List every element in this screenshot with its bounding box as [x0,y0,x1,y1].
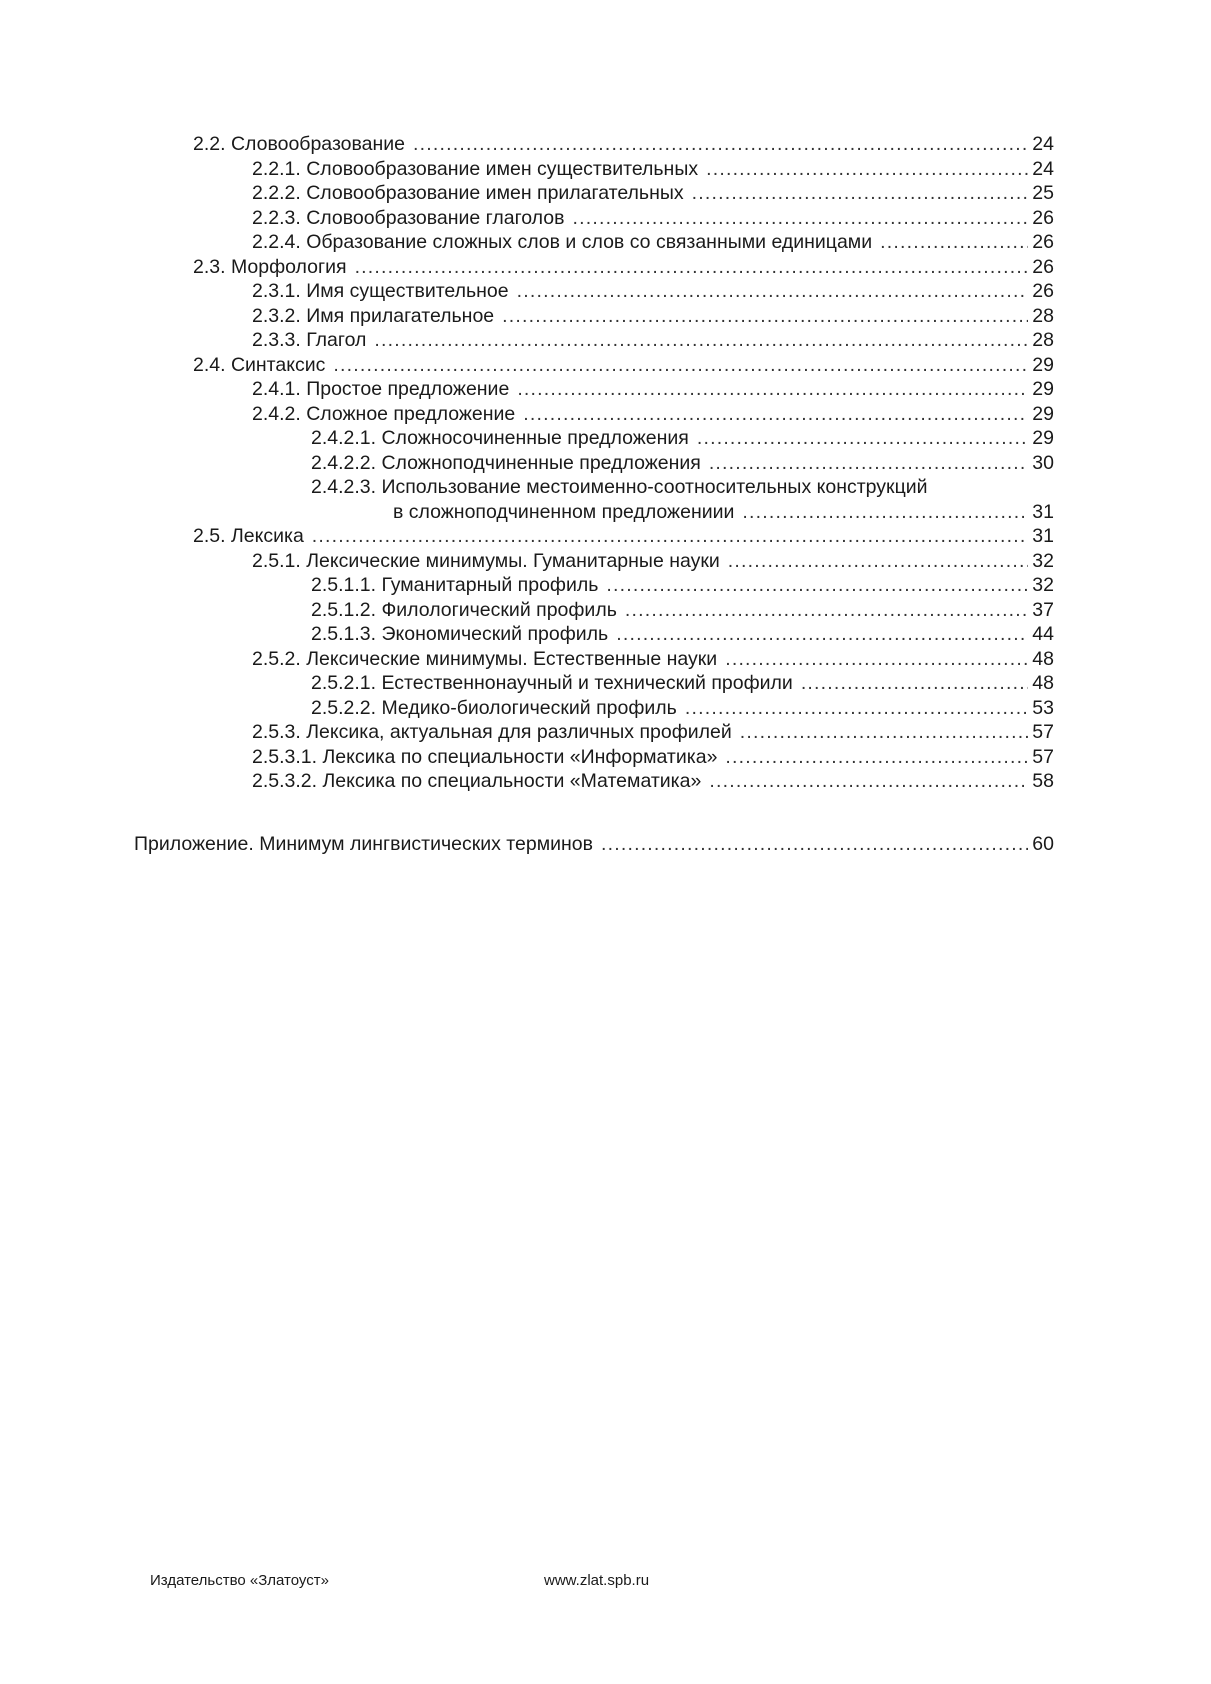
toc-entry-title: 2.3.2. Имя прилагательное [252,304,495,327]
toc-entry-page: 25 [1032,182,1054,204]
dot-leader [706,157,1028,182]
dot-leader [601,832,1028,857]
dot-leader [728,549,1029,574]
toc-entry-page: 28 [1032,329,1054,351]
toc-entry-title: 2.2. Словообразование [193,133,405,155]
toc-entry-title: 2.5.2.1. Естественнонаучный и технический профили [311,672,793,694]
dot-leader [374,328,1028,353]
toc-entry-title: 2.2.3. Словообразование глаголов [252,206,565,229]
toc-entry-title: 2.4.2.3. Использование местоименно-соотносительных конструкций [311,476,928,498]
toc-entry[interactable] [252,745,1054,770]
dot-leader [725,745,1028,770]
dot-leader [517,377,1028,402]
toc-entry-title: 2.3.1. Имя существительное [252,280,509,302]
toc-entry[interactable] [311,696,1054,721]
toc-entry-page: 31 [1032,525,1054,547]
toc-entry-title: 2.3.3. Глагол [252,329,367,351]
toc-entry-title: 2.5. Лексика [193,525,304,547]
toc-entry[interactable] [311,598,1054,623]
toc-entry-page: 57 [1032,745,1054,768]
toc-entry-title: в сложноподчиненном предложениии [393,500,735,523]
dot-leader [697,426,1028,451]
toc-entry-continuation[interactable] [393,500,1054,525]
toc-entry[interactable] [252,279,1054,304]
dot-leader [692,181,1029,206]
toc-entry-title: 2.5.2.2. Медико-биологический профиль [311,696,677,719]
toc-entry[interactable] [311,622,1054,647]
toc-entry-page: 24 [1032,133,1054,155]
toc-entry[interactable] [311,426,1054,451]
toc-entry-title: 2.4.1. Простое предложение [252,378,510,400]
dot-leader [606,573,1028,598]
toc-entry-page: 44 [1032,623,1054,645]
toc-entry[interactable] [252,230,1054,255]
toc-entry[interactable] [193,255,1054,280]
toc-entry-page: 26 [1032,255,1054,278]
dot-leader [709,451,1028,476]
toc-entry[interactable] [252,769,1054,794]
toc-entry-page: 29 [1032,353,1054,376]
toc-entry-page: 29 [1032,378,1054,400]
toc-entry-title: 2.5.2. Лексические минимумы. Естественные науки [252,647,718,670]
toc-entry[interactable] [193,132,1054,157]
toc-entry-page: 30 [1032,451,1054,474]
toc-entry-title: 2.2.4. Образование сложных слов и слов со связанными единицами [252,231,873,253]
toc-entry-page: 26 [1032,280,1054,302]
toc-entry-page: 26 [1032,206,1054,229]
toc-entry[interactable] [252,549,1054,574]
toc-entry[interactable] [193,524,1054,549]
toc-entry[interactable] [193,353,1054,378]
dot-leader [625,598,1028,623]
toc-entry-page: 29 [1032,427,1054,449]
toc-entry-page: 28 [1032,304,1054,327]
toc-entry[interactable] [252,181,1054,206]
toc-entry[interactable] [311,671,1054,696]
toc-entry-page: 32 [1032,574,1054,596]
toc-entry-page: 48 [1032,672,1054,694]
toc-entry-page: 31 [1032,500,1054,523]
toc-entry-page: 60 [1032,833,1054,855]
toc-entry[interactable] [252,647,1054,672]
footer-publisher: Издательство «Златоуст» [150,1572,329,1589]
dot-leader [573,206,1029,231]
dot-leader [616,622,1028,647]
toc-entry-title: 2.5.1.2. Филологический профиль [311,598,617,621]
toc-entry-page: 26 [1032,231,1054,253]
toc-entry-title: 2.5.3.1. Лексика по специальности «Информатика» [252,745,718,768]
toc-entry-title: 2.4.2. Сложное предложение [252,402,516,425]
toc-entry-title: Приложение. Минимум лингвистических терминов [134,833,593,855]
footer-website[interactable]: www.zlat.spb.ru [544,1572,650,1589]
toc-entry-page: 37 [1032,598,1054,621]
toc-entry[interactable] [311,451,1054,476]
toc-entry-title: 2.2.2. Словообразование имен прилагательных [252,182,684,204]
toc-entry[interactable] [252,157,1054,182]
toc-entry[interactable] [252,206,1054,231]
toc-entry-page: 48 [1032,647,1054,670]
dot-leader [517,279,1029,304]
dot-leader [523,402,1028,427]
dot-leader [502,304,1028,329]
toc-entry-page: 57 [1032,721,1054,743]
toc-entry-title: 2.5.1.1. Гуманитарный профиль [311,574,599,596]
toc-entry-title: 2.5.3. Лексика, актуальная для различных профилей [252,721,732,743]
toc-entry[interactable] [311,573,1054,598]
dot-leader [709,769,1028,794]
toc-entry-title: 2.5.1. Лексические минимумы. Гуманитарные науки [252,549,720,572]
dot-leader [333,353,1028,378]
toc-entry[interactable] [252,304,1054,329]
toc-entry-page: 32 [1032,549,1054,572]
toc-entry-title: 2.3. Морфология [193,255,347,278]
toc-entry-appendix[interactable] [134,832,1054,857]
dot-leader [740,720,1029,745]
dot-leader [312,524,1029,549]
toc-entry-title: 2.4. Синтаксис [193,353,326,376]
dot-leader [880,230,1028,255]
toc-entry[interactable] [252,720,1054,745]
dot-leader [742,500,1028,525]
dot-leader [725,647,1028,672]
toc-entry-page: 53 [1032,696,1054,719]
toc-entry-page: 58 [1032,770,1054,792]
toc-entry[interactable] [252,328,1054,353]
toc-entry-title: 2.4.2.2. Сложноподчиненные предложения [311,451,701,474]
toc-entry-page: 29 [1032,402,1054,425]
dot-leader [413,132,1028,157]
dot-leader [355,255,1029,280]
toc-entry-title: 2.5.3.2. Лексика по специальности «Математика» [252,770,702,792]
toc-entry-title: 2.2.1. Словообразование имен существительных [252,157,699,180]
toc-entry[interactable] [252,402,1054,427]
toc-entry-title: 2.5.1.3. Экономический профиль [311,623,609,645]
dot-leader [685,696,1028,721]
toc-entry[interactable] [252,377,1054,402]
toc-entry[interactable] [311,475,1054,500]
dot-leader [801,671,1028,696]
toc-entry-title: 2.4.2.1. Сложносочиненные предложения [311,427,689,449]
toc-entry-page: 24 [1032,157,1054,180]
